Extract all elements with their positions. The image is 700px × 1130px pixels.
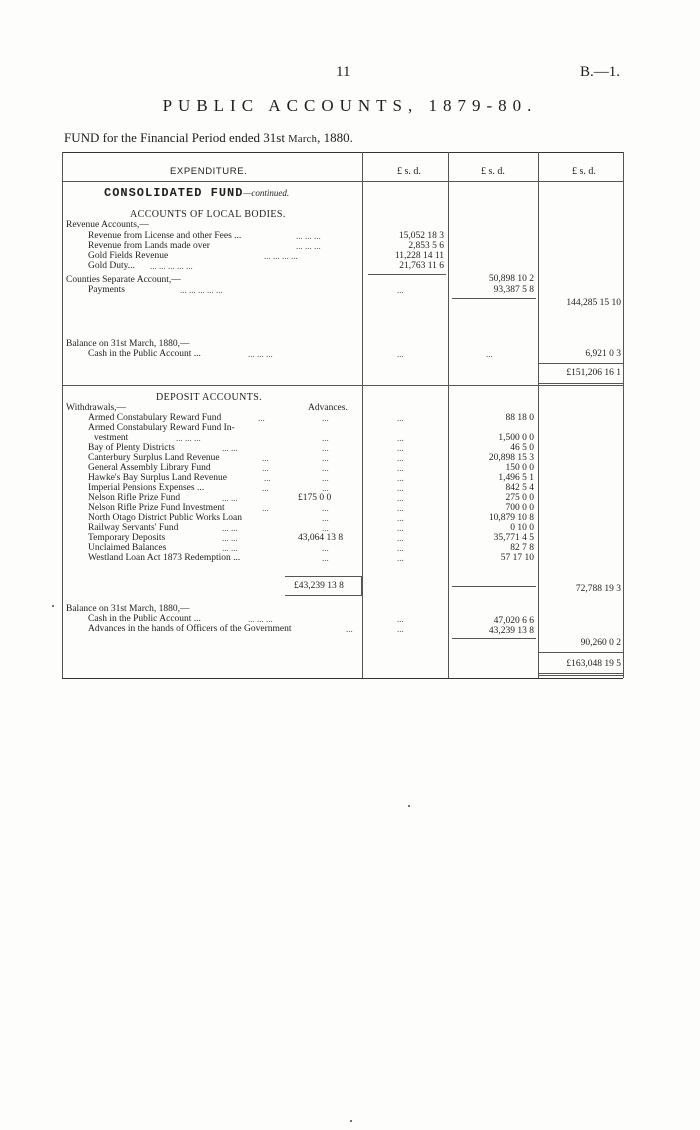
advances-officers-label: Advances in the hands of Officers of the Government: [88, 624, 292, 634]
leader-dots: ...: [397, 503, 404, 513]
balance-heading: Balance on 31st March, 1880,—: [66, 339, 190, 349]
leader-dots: ...: [397, 285, 404, 295]
item-amount: 15,052 18 3: [398, 231, 444, 241]
item-label: North Otago District Public Works Loan: [88, 513, 242, 523]
leader-dots: ... ...: [222, 523, 238, 533]
leader-dots: ... ...: [222, 533, 238, 543]
leader-dots: ...: [262, 503, 269, 513]
money-column-header-3: £ s. d.: [572, 166, 596, 177]
leader-dots: ...: [397, 463, 404, 473]
leader-dots: ...: [262, 463, 269, 473]
item-amount: 10,879 10 8: [488, 513, 534, 523]
leader-dots: ... ... ... ... ...: [150, 261, 193, 271]
item-advance: ...: [322, 513, 329, 523]
item-advance: ...: [322, 553, 329, 563]
leader-dots: ...: [397, 493, 404, 503]
column-divider-3: [538, 152, 539, 678]
item-label: Revenue from License and other Fees ...: [88, 231, 242, 241]
item-advance: £175 0 0: [298, 493, 332, 503]
double-rule: [538, 673, 623, 674]
item-amount: 21,763 11 6: [399, 261, 444, 271]
cash-public-amount: 6,921 0 3: [585, 349, 621, 359]
leader-dots: ... ... ...: [248, 614, 273, 624]
leader-dots: ... ... ... ... ...: [180, 285, 223, 295]
item-amount: 20,898 15 3: [488, 453, 534, 463]
item-advance: ...: [322, 473, 329, 483]
leader-dots: ... ... ...: [176, 433, 201, 443]
column-divider-2: [448, 152, 449, 678]
deposit-accounts-heading: DEPOSIT ACCOUNTS.: [156, 392, 263, 403]
leader-dots: ... ... ... ...: [264, 251, 298, 261]
item-label: Armed Constabulary Reward Fund: [88, 413, 222, 423]
consolidated-total: 144,285 15 10: [566, 298, 621, 308]
subtotal-rule: [368, 274, 446, 275]
item-label: Westland Loan Act 1873 Redemption ...: [88, 553, 241, 563]
item-amount: 82 7 8: [510, 543, 534, 553]
leader-dots: ...: [397, 513, 404, 523]
item-label: Unclaimed Balances: [88, 543, 167, 553]
advances-rule: [285, 576, 362, 577]
leader-dots: ...: [397, 483, 404, 493]
total-rule: [538, 363, 623, 364]
local-bodies-heading: ACCOUNTS OF LOCAL BODIES.: [130, 209, 286, 220]
payments-label: Payments: [88, 285, 125, 295]
table-bottom-rule: [62, 678, 623, 679]
header-rule: [62, 181, 623, 182]
table-left-border: [62, 152, 63, 678]
item-amount: 2,853 5 6: [408, 241, 444, 251]
item-amount: 842 5 4: [505, 483, 534, 493]
table-right-border: [623, 152, 624, 678]
section-rule: [538, 383, 623, 384]
page-title: PUBLIC ACCOUNTS, 1879-80.: [162, 96, 538, 115]
item-label: Nelson Rifle Prize Fund: [88, 493, 181, 503]
leader-dots: ...: [346, 624, 353, 634]
money-column-header-2: £ s. d.: [481, 166, 505, 177]
subtotal-rule: [452, 298, 536, 299]
item-amount: 35,771 4 5: [493, 533, 534, 543]
revenue-total: 50,898 10 2: [488, 274, 534, 284]
item-advance: ...: [322, 543, 329, 553]
item-advance: ...: [322, 413, 329, 423]
leader-dots: ...: [397, 473, 404, 483]
item-advance: ...: [322, 463, 329, 473]
counties-label: Counties Separate Account,—: [66, 275, 181, 285]
item-label: Armed Constabulary Reward Fund In-: [88, 423, 235, 433]
cash-public-amount: 47,020 6 6: [493, 616, 534, 626]
footer-dot: [408, 805, 410, 807]
consolidated-grand-total: £151,206 16 1: [566, 368, 621, 378]
leader-dots: ...: [397, 553, 404, 563]
item-amount: 700 0 0: [505, 503, 534, 513]
item-amount: 11,228 14 11: [394, 251, 444, 261]
leader-dots: ... ...: [222, 543, 238, 553]
item-advance: 43,064 13 8: [298, 533, 344, 543]
advances-bracket: [361, 576, 362, 595]
item-label: Nelson Rifle Prize Fund Investment: [88, 503, 225, 513]
leader-dots: ... ... ...: [296, 241, 321, 251]
page-subtitle: FUND for the Financial Period ended 31st March, 1880.: [64, 130, 353, 145]
subtotal-rule: [452, 586, 536, 587]
item-advance: ...: [322, 483, 329, 493]
item-amount: 1,500 0 0: [498, 433, 534, 443]
double-rule: [538, 675, 623, 676]
item-label: Temporary Deposits: [88, 533, 166, 543]
cash-public-label: Cash in the Public Account ...: [88, 614, 201, 624]
leader-dots: ...: [486, 349, 493, 359]
item-amount: 150 0 0: [505, 463, 534, 473]
expenditure-column-header: EXPENDITURE.: [170, 166, 248, 177]
item-label: General Assembly Library Fund: [88, 463, 211, 473]
deposit-grand-total: £163,048 19 5: [566, 659, 621, 669]
leader-dots: ...: [397, 349, 404, 359]
leader-dots: ... ...: [222, 493, 238, 503]
leader-dots: ... ... ...: [296, 231, 321, 241]
advances-total: £43,239 13 8: [294, 581, 344, 591]
leader-dots: ...: [262, 483, 269, 493]
leader-dots: ...: [397, 443, 404, 453]
item-label: Imperial Pensions Expenses ...: [88, 483, 205, 493]
payments-amount: 93,387 5 8: [493, 285, 534, 295]
item-amount: 0 10 0: [510, 523, 534, 533]
leader-dots: ...: [397, 413, 404, 423]
item-label: Hawke's Bay Surplus Land Revenue: [88, 473, 227, 483]
leader-dots: ...: [262, 453, 269, 463]
withdrawals-label: Withdrawals,—: [66, 403, 127, 413]
item-advance: ...: [322, 523, 329, 533]
leader-dots: ...: [397, 433, 404, 443]
footer-dot: [350, 1120, 352, 1122]
item-advance: ...: [322, 503, 329, 513]
leader-dots: ...: [258, 413, 265, 423]
leader-dots: ...: [397, 523, 404, 533]
leader-dots: ...: [397, 614, 404, 624]
officers-amount: 43,239 13 8: [488, 626, 534, 636]
item-advance: ...: [322, 433, 329, 443]
advances-column-header: Advances.: [308, 403, 348, 413]
item-label: Railway Servants' Fund: [88, 523, 179, 533]
leader-dots: ...: [397, 533, 404, 543]
item-label: Bay of Plenty Districts: [88, 443, 175, 453]
withdrawals-total: 72,788 19 3: [575, 584, 621, 594]
item-advance: ...: [322, 443, 329, 453]
margin-dot: [52, 605, 54, 607]
item-amount: 88 18 0: [505, 413, 534, 423]
balance-heading: Balance on 31st March, 1880,—: [66, 604, 190, 614]
item-label: Gold Duty...: [88, 261, 135, 271]
money-column-header-1: £ s. d.: [397, 166, 421, 177]
consolidated-fund-heading: CONSOLIDATED FUND—continued.: [104, 186, 290, 200]
paper-reference: B.—1.: [580, 64, 621, 80]
leader-dots: ... ... ...: [248, 349, 273, 359]
leader-dots: ...: [397, 624, 404, 634]
item-label: Revenue from Lands made over: [88, 241, 210, 251]
item-label: Gold Fields Revenue: [88, 251, 169, 261]
column-divider-1: [362, 152, 363, 678]
advances-rule: [285, 595, 362, 596]
total-rule: [538, 652, 623, 653]
leader-dots: ...: [264, 473, 271, 483]
leader-dots: ...: [397, 453, 404, 463]
section-rule: [62, 385, 623, 386]
item-advance: ...: [322, 453, 329, 463]
item-amount: 57 17 10: [500, 553, 534, 563]
subtotal-rule: [452, 638, 536, 639]
item-label: vestment: [94, 433, 129, 443]
item-amount: 275 0 0: [505, 493, 534, 503]
item-amount: 1,496 5 1: [498, 473, 534, 483]
leader-dots: ...: [397, 543, 404, 553]
item-amount: 46 5 0: [510, 443, 534, 453]
cash-public-label: Cash in the Public Account ...: [88, 349, 201, 359]
page-number: 11: [336, 64, 351, 80]
leader-dots: ... ...: [222, 443, 238, 453]
balance-total: 90,260 0 2: [580, 638, 621, 648]
revenue-accounts-label: Revenue Accounts,—: [66, 220, 149, 230]
item-label: Canterbury Surplus Land Revenue: [88, 453, 220, 463]
